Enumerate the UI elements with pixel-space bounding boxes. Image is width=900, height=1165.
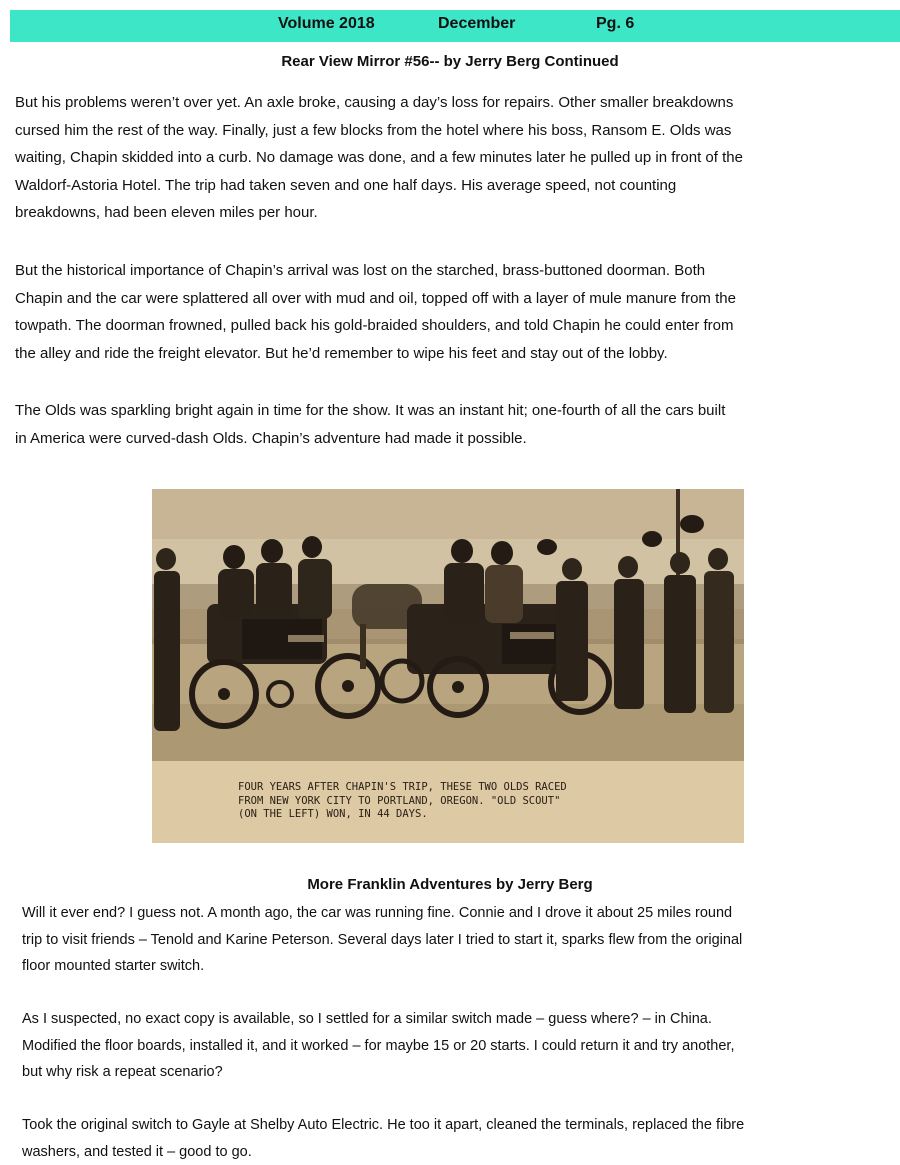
text-line: breakdowns, had been eleven miles per hour. <box>15 199 900 227</box>
article1-paragraph-2 <box>15 257 900 367</box>
caption-line: FROM NEW YORK CITY TO PORTLAND, OREGON. "OLD SCOUT" <box>238 795 567 809</box>
text-line: but why risk a repeat scenario? <box>22 1059 900 1086</box>
article-title-franklin-adventures: More Franklin Adventures by Jerry Berg <box>0 876 900 893</box>
volume-label: Volume 2018 <box>278 15 375 33</box>
text-line: Modified the floor boards, installed it, and it worked – for maybe 15 or 20 starts. I could return it and try another, <box>22 1033 900 1060</box>
historic-olds-photo <box>152 489 744 843</box>
text-line: But his problems weren’t over yet. An axle broke, causing a day’s loss for repairs. Other smaller breakdowns <box>15 89 900 117</box>
caption-line: (ON THE LEFT) WON, IN 44 DAYS. <box>238 808 567 822</box>
article1-paragraph-1 <box>15 89 900 227</box>
text-line: The Olds was sparkling bright again in time for the show. It was an instant hit; one-fourth of all the cars built <box>15 397 900 425</box>
text-line: cursed him the rest of the way. Finally, just a few blocks from the hotel where his boss, Ransom E. Olds was <box>15 117 900 145</box>
newsletter-header-bar <box>10 10 900 42</box>
text-line: Will it ever end? I guess not. A month ago, the car was running fine. Connie and I drove it about 25 miles round <box>22 900 900 927</box>
month-label: December <box>438 15 515 33</box>
text-line: trip to visit friends – Tenold and Karine Peterson. Several days later I tried to start it, sparks flew from the original <box>22 927 900 954</box>
text-line: But the historical importance of Chapin’s arrival was lost on the starched, brass-buttoned doorman. Both <box>15 257 900 285</box>
text-line: As I suspected, no exact copy is available, so I settled for a similar switch made – guess where? – in China. <box>22 1006 900 1033</box>
page-number: Pg. 6 <box>596 15 634 33</box>
article2-paragraph-1 <box>22 900 900 980</box>
text-line: waiting, Chapin skidded into a curb. No damage was done, and a few minutes later he pulled up in front of the <box>15 144 900 172</box>
text-line: Took the original switch to Gayle at Shelby Auto Electric. He too it apart, cleaned the terminals, replaced the fibre <box>22 1112 900 1139</box>
text-line: in America were curved-dash Olds. Chapin’s adventure had made it possible. <box>15 425 900 453</box>
text-line: the alley and ride the freight elevator. But he’d remember to wipe his feet and stay out of the lobby. <box>15 340 900 368</box>
article2-paragraph-2 <box>22 1006 900 1086</box>
caption-line: FOUR YEARS AFTER CHAPIN'S TRIP, THESE TWO OLDS RACED <box>238 781 567 795</box>
text-line: towpath. The doorman frowned, pulled back his gold-braided shoulders, and told Chapin he could enter from <box>15 312 900 340</box>
article-title-rear-view-mirror: Rear View Mirror #56-- by Jerry Berg Continued <box>0 53 900 70</box>
text-line: Chapin and the car were splattered all over with mud and oil, topped off with a layer of mule manure from the <box>15 285 900 313</box>
photo-caption <box>238 781 567 822</box>
article2-paragraph-3 <box>22 1112 900 1165</box>
text-line: Waldorf-Astoria Hotel. The trip had taken seven and one half days. His average speed, not counting <box>15 172 900 200</box>
article1-paragraph-3 <box>15 397 900 452</box>
text-line: floor mounted starter switch. <box>22 953 900 980</box>
text-line: washers, and tested it – good to go. <box>22 1139 900 1165</box>
